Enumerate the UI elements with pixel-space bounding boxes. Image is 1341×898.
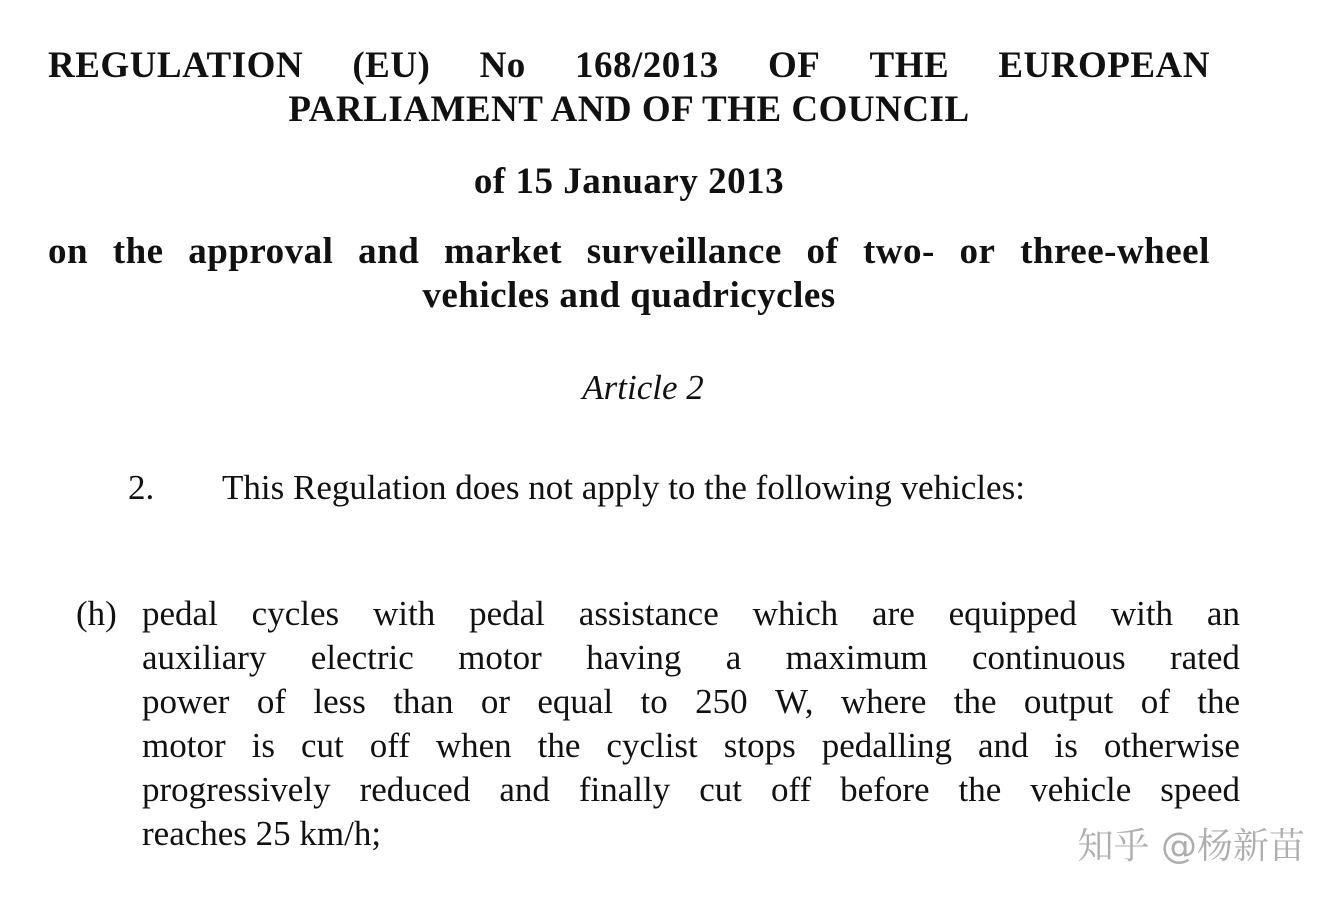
item-word: auxiliary (142, 638, 267, 677)
item-word: progressively (142, 770, 331, 809)
item-word: 250 (695, 682, 748, 721)
subject-word: or (959, 231, 996, 272)
regulation-title-line-1 (48, 44, 1210, 87)
title-word: No (479, 45, 526, 86)
subject-word: market (443, 231, 563, 272)
item-word: stops (723, 726, 796, 765)
paragraph-number: 2. (128, 468, 155, 507)
item-word: the (953, 682, 997, 721)
item-word: pedal (142, 594, 218, 633)
item-word: the (958, 770, 1002, 809)
title-word: OF (767, 45, 821, 86)
item-word: cut (699, 770, 742, 809)
item-word: is (251, 726, 275, 765)
item-word: maximum (785, 638, 928, 677)
regulation-date: of 15 January 2013 (473, 161, 785, 202)
paragraph-text: This Regulation does not apply to the following vehicles: (222, 468, 1025, 507)
item-word: is (1054, 726, 1078, 765)
item-word: off (369, 726, 410, 765)
item-text-line (142, 726, 1240, 766)
subject-word: surveillance (586, 231, 782, 272)
subject-word: three-wheel (1020, 231, 1210, 272)
subject-word: two- (862, 231, 935, 272)
item-word: power (142, 682, 230, 721)
item-word: the (1197, 682, 1240, 721)
item-text-line (142, 638, 1240, 678)
title-word: 168/2013 (574, 45, 719, 86)
item-text-line (142, 682, 1240, 722)
item-word: less (313, 682, 366, 721)
item-word: cyclist (606, 726, 698, 765)
item-word: rated (1169, 638, 1240, 677)
item-word: continuous (971, 638, 1126, 677)
item-word: when (435, 726, 512, 765)
item-word: are (872, 594, 915, 633)
title-word: THE (869, 45, 950, 86)
item-word: pedalling (821, 726, 952, 765)
item-word: assistance (578, 594, 719, 633)
item-text-line (142, 770, 1240, 810)
item-word: the (537, 726, 581, 765)
item-word: with (1110, 594, 1174, 633)
item-word: having (586, 638, 682, 677)
item-word: equal (537, 682, 614, 721)
item-word: otherwise (1103, 726, 1240, 765)
item-word: a (725, 638, 742, 677)
subject-word: the (112, 231, 164, 272)
item-word: output (1023, 682, 1114, 721)
item-word: before (840, 770, 930, 809)
item-word: motor (142, 726, 226, 765)
item-word: than (393, 682, 454, 721)
article-heading: Article 2 (582, 368, 704, 407)
item-label: (h) (76, 594, 117, 633)
item-word: W, (774, 682, 814, 721)
item-word: equipped (948, 594, 1077, 633)
item-word: of (256, 682, 286, 721)
item-word: where (840, 682, 927, 721)
item-word: motor (458, 638, 542, 677)
subject-word: and (358, 231, 420, 272)
item-word: an (1206, 594, 1240, 633)
item-word: and (499, 770, 550, 809)
subject-word: approval (188, 231, 334, 272)
item-word: cut (300, 726, 344, 765)
item-text-line (142, 594, 1240, 634)
watermark: 知乎 @杨新苗 (1077, 826, 1305, 867)
item-word: and (977, 726, 1029, 765)
item-word: speed (1160, 770, 1240, 809)
regulation-subject-line-1 (48, 230, 1210, 273)
item-word: off (770, 770, 812, 809)
item-word: vehicle (1030, 770, 1132, 809)
regulation-title-line-2: PARLIAMENT AND OF THE COUNCIL (288, 89, 970, 130)
regulation-subject-line-2: vehicles and quadricycles (422, 275, 836, 316)
item-text-last-line: reaches 25 km/h; (142, 814, 382, 853)
item-word: which (752, 594, 839, 633)
subject-word: of (806, 231, 839, 272)
title-word: EUROPEAN (998, 45, 1210, 86)
item-word: or (480, 682, 510, 721)
item-word: electric (310, 638, 414, 677)
item-word: of (1140, 682, 1170, 721)
item-word: with (373, 594, 436, 633)
item-word: to (640, 682, 668, 721)
subject-word: on (48, 231, 89, 272)
item-word: reduced (359, 770, 471, 809)
title-word: REGULATION (48, 45, 304, 86)
item-word: pedal (469, 594, 545, 633)
item-word: cycles (251, 594, 340, 633)
title-word: (EU) (352, 45, 431, 86)
item-word: finally (578, 770, 671, 809)
